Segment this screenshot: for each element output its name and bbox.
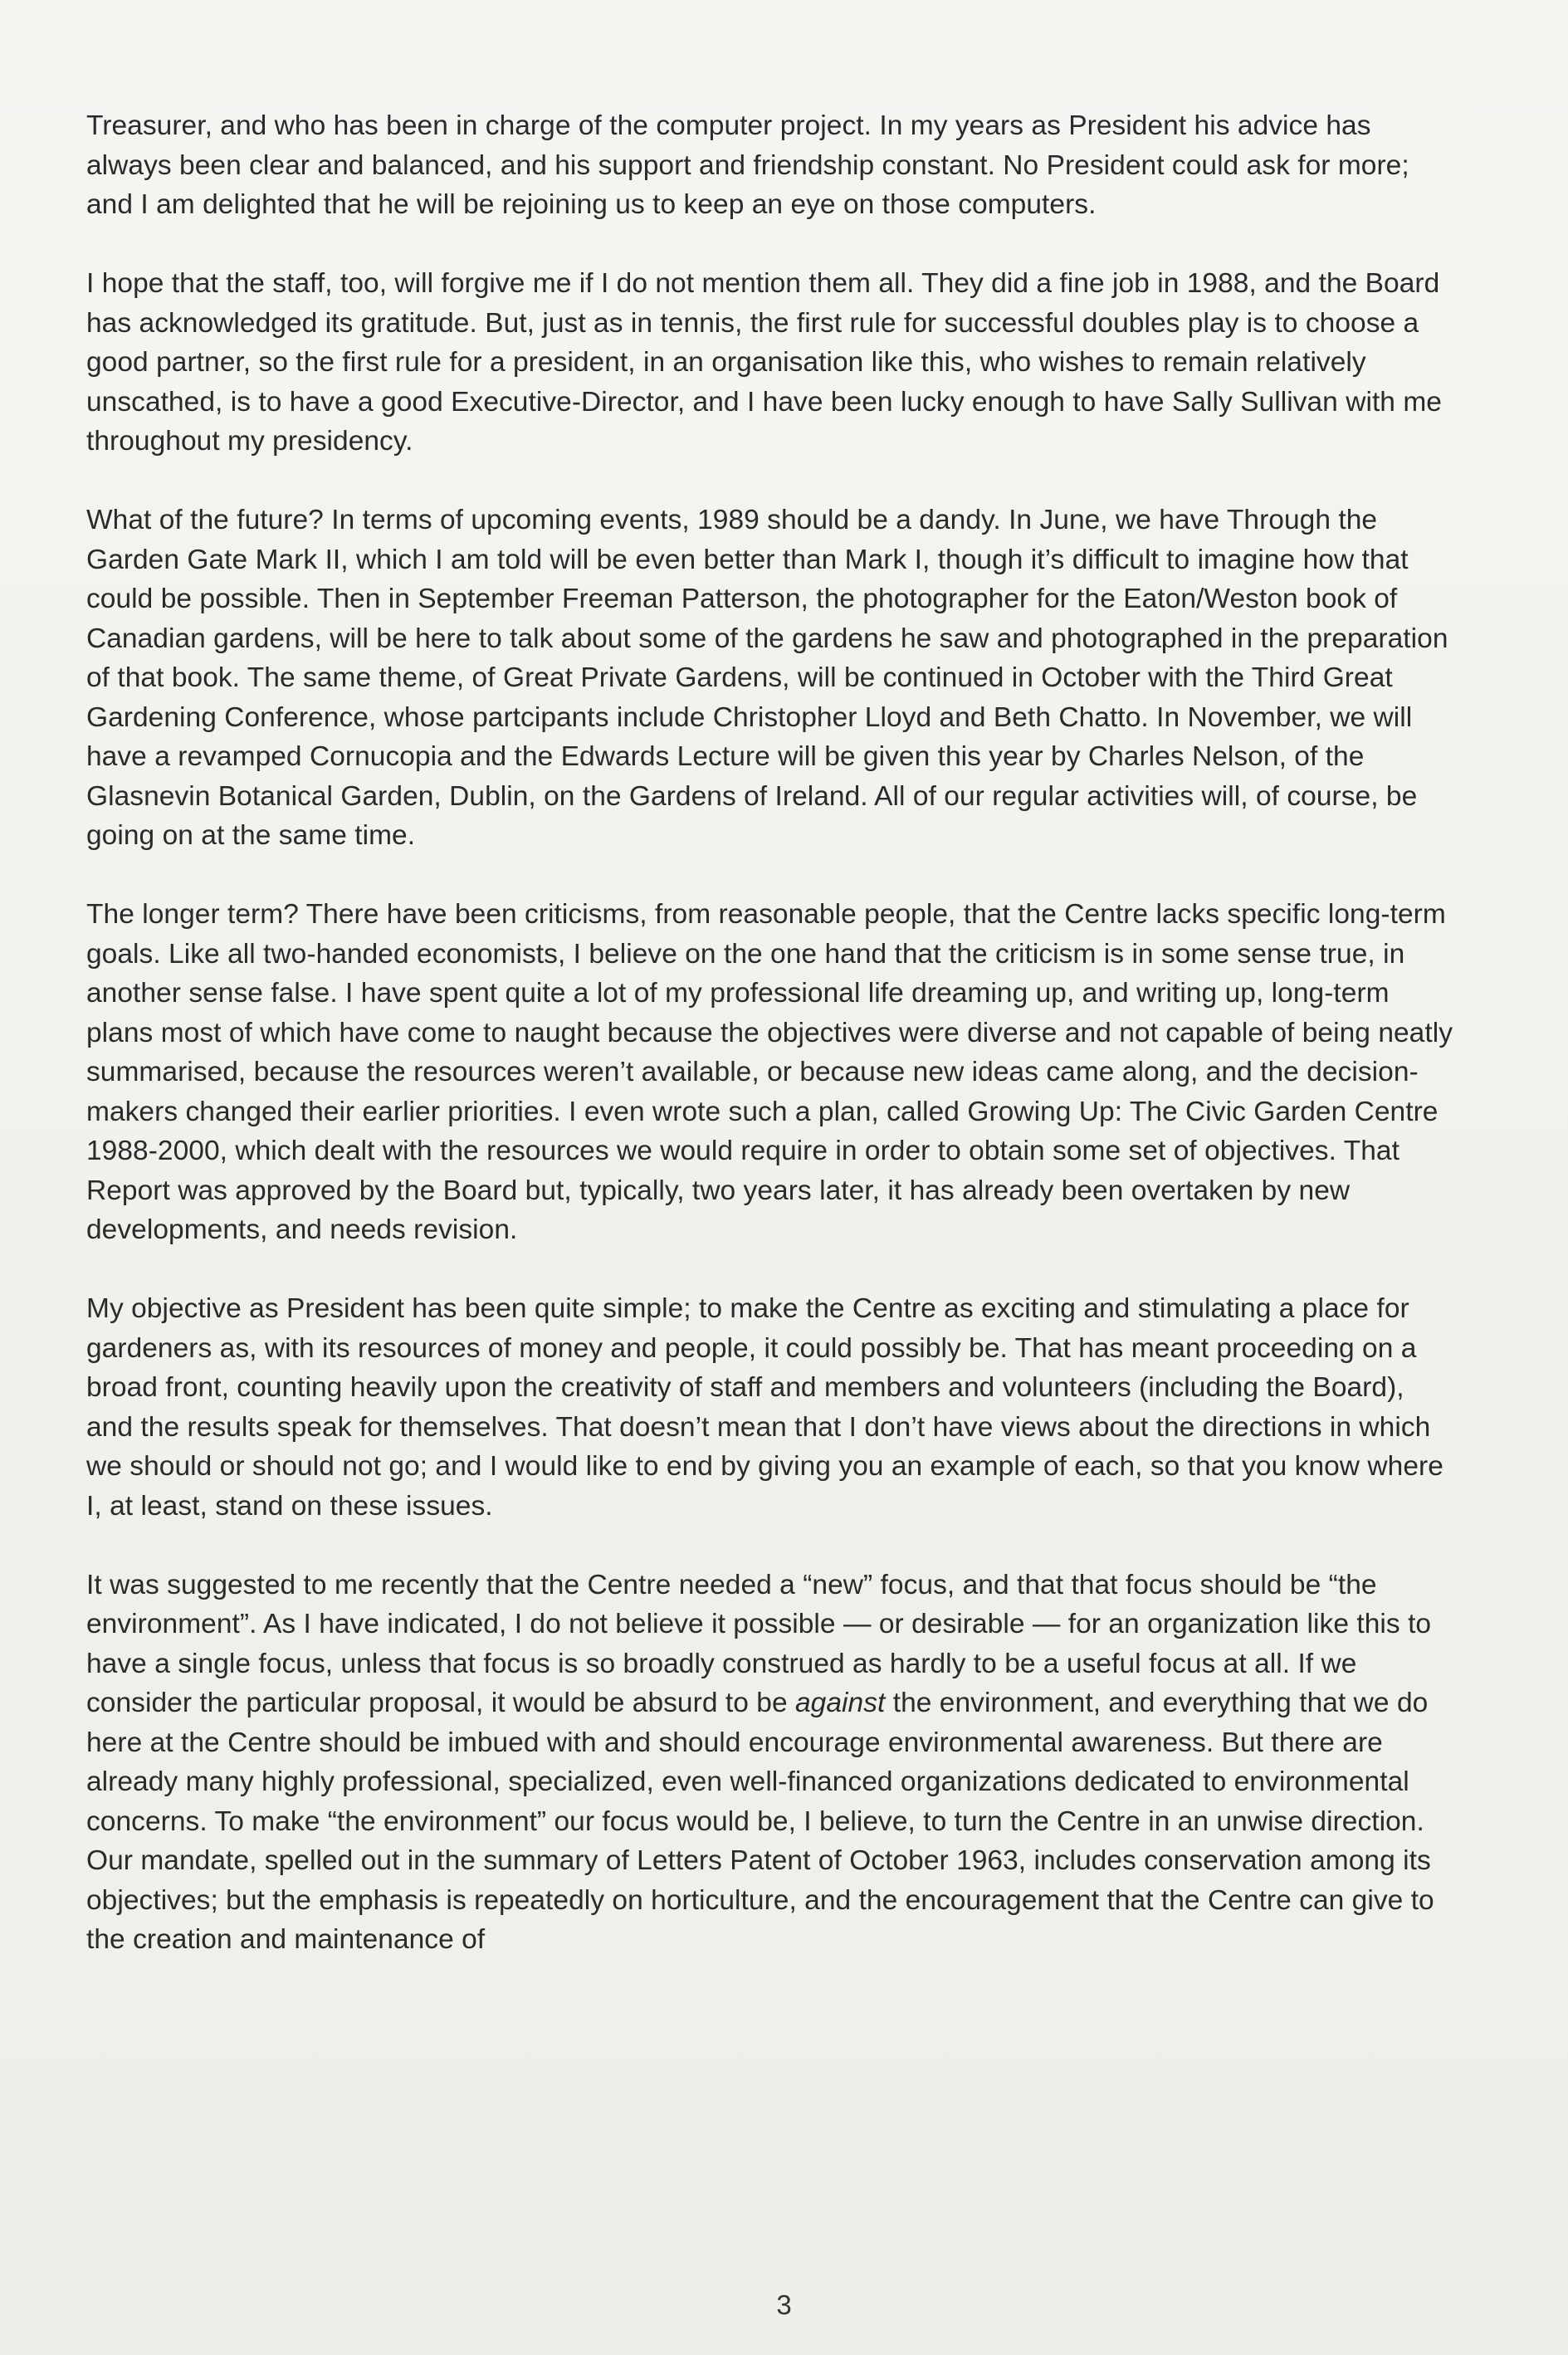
page-number: 3: [776, 2289, 792, 2320]
paragraph-longer-term: The longer term? There have been criticisms, from reasonable people, that the Centre lacks specific long-term goals. Like all two-handed economists, I believe on the one hand that the criticism is in some sense true, in another sense false. I have spent quite a lot of my professional life dreaming up, and writing up, long-term plans most of which have come to naught because the objectives were diverse and not capable of being neatly summarised, because the resources weren’t available, or because new ideas came along, and the decision-makers changed their earlier priorities. I even wrote such a plan, called Growing Up: The Civic Garden Centre 1988-2000, which dealt with the resources we would require in order to obtain some set of objectives. That Report was approved by the Board but, typically, two years later, it has already been overtaken by new developments, and needs revision.: [86, 899, 1453, 1245]
paragraph-staff: I hope that the staff, too, will forgive me if I do not mention them all. They did a fine job in 1988, and the Board has acknowledged its gratitude. But, just as in tennis, the first rule for successful doubles play is to choose a good partner, so the first rule for a president, in an organisation like this, who wishes to remain relatively unscathed, is to have a good Executive-Director, and I have been lucky enough to have Sally Sullivan with me throughout my presidency.: [86, 268, 1442, 457]
paragraph-objective: My objective as President has been quite simple; to make the Centre as exciting and stimulating a place for gardeners as, with its resources of money and people, it could possibly be. That has meant proceeding on a broad front, counting heavily upon the creativity of staff and members and volunteers (including the Board), and the results speak for themselves. That doesn’t mean that I don’t have views about the directions in which we should or should not go; and I would like to end by giving you an example of each, so that you know where I, at least, stand on these issues.: [86, 1293, 1443, 1522]
environment-text-start: It was suggested to me recently that the Centre needed a “new” focus, and that that focus should be “the environment”. As I have indicated, I do not believe it possible — or desirable — for an organization like this to have a single focus, unless that focus is so broadly construed as hardly to be a useful focus at all. If we consider the particular proposal, it would be absurd to be: [86, 1569, 1432, 1718]
paragraph-environment: [86, 1566, 1456, 1960]
environment-text-end: the environment, and everything that we do here at the Centre should be imbued with and should encourage environmental awareness. But there are already many highly professional, specialized, even well-financed organizations dedicated to environmental concerns. To make “the environment” our focus would be, I believe, to turn the Centre in an unwise direction. Our mandate, spelled out in the summary of Letters Patent of October 1963, includes conservation among its objectives; but the emphasis is repeatedly on horticulture, and the encouragement that the Centre can give to the creation and maintenance of: [86, 1688, 1434, 1955]
emphasis-against: against: [794, 1688, 886, 1718]
paragraph-future: What of the future? In terms of upcoming events, 1989 should be a dandy. In June, we have Through the Garden Gate Mark II, which I am told will be even better than Mark I, though it’s difficult to imagine how that could be possible. Then in September Freeman Patterson, the photographer for the Eaton/Weston book of Canadian gardens, will be here to talk about some of the gardens he saw and photographed in the preparation of that book. The same theme, of Great Private Gardens, will be continued in October with the Third Great Gardening Conference, whose partcipants include Christopher Lloyd and Beth Chatto. In November, we will have a revamped Cornucopia and the Edwards Lecture will be given this year by Charles Nelson, of the Glasnevin Botanical Garden, Dublin, on the Gardens of Ireland. All of our regular activities will, of course, be going on at the same time.: [86, 505, 1448, 851]
body-text: [86, 106, 1456, 1960]
paragraph-treasurer: Treasurer, and who has been in charge of the computer project. In my years as President his advice has always been clear and balanced, and his support and friendship constant. No President could ask for more; and I am delighted that he will be rejoining us to keep an eye on those computers.: [86, 110, 1409, 220]
